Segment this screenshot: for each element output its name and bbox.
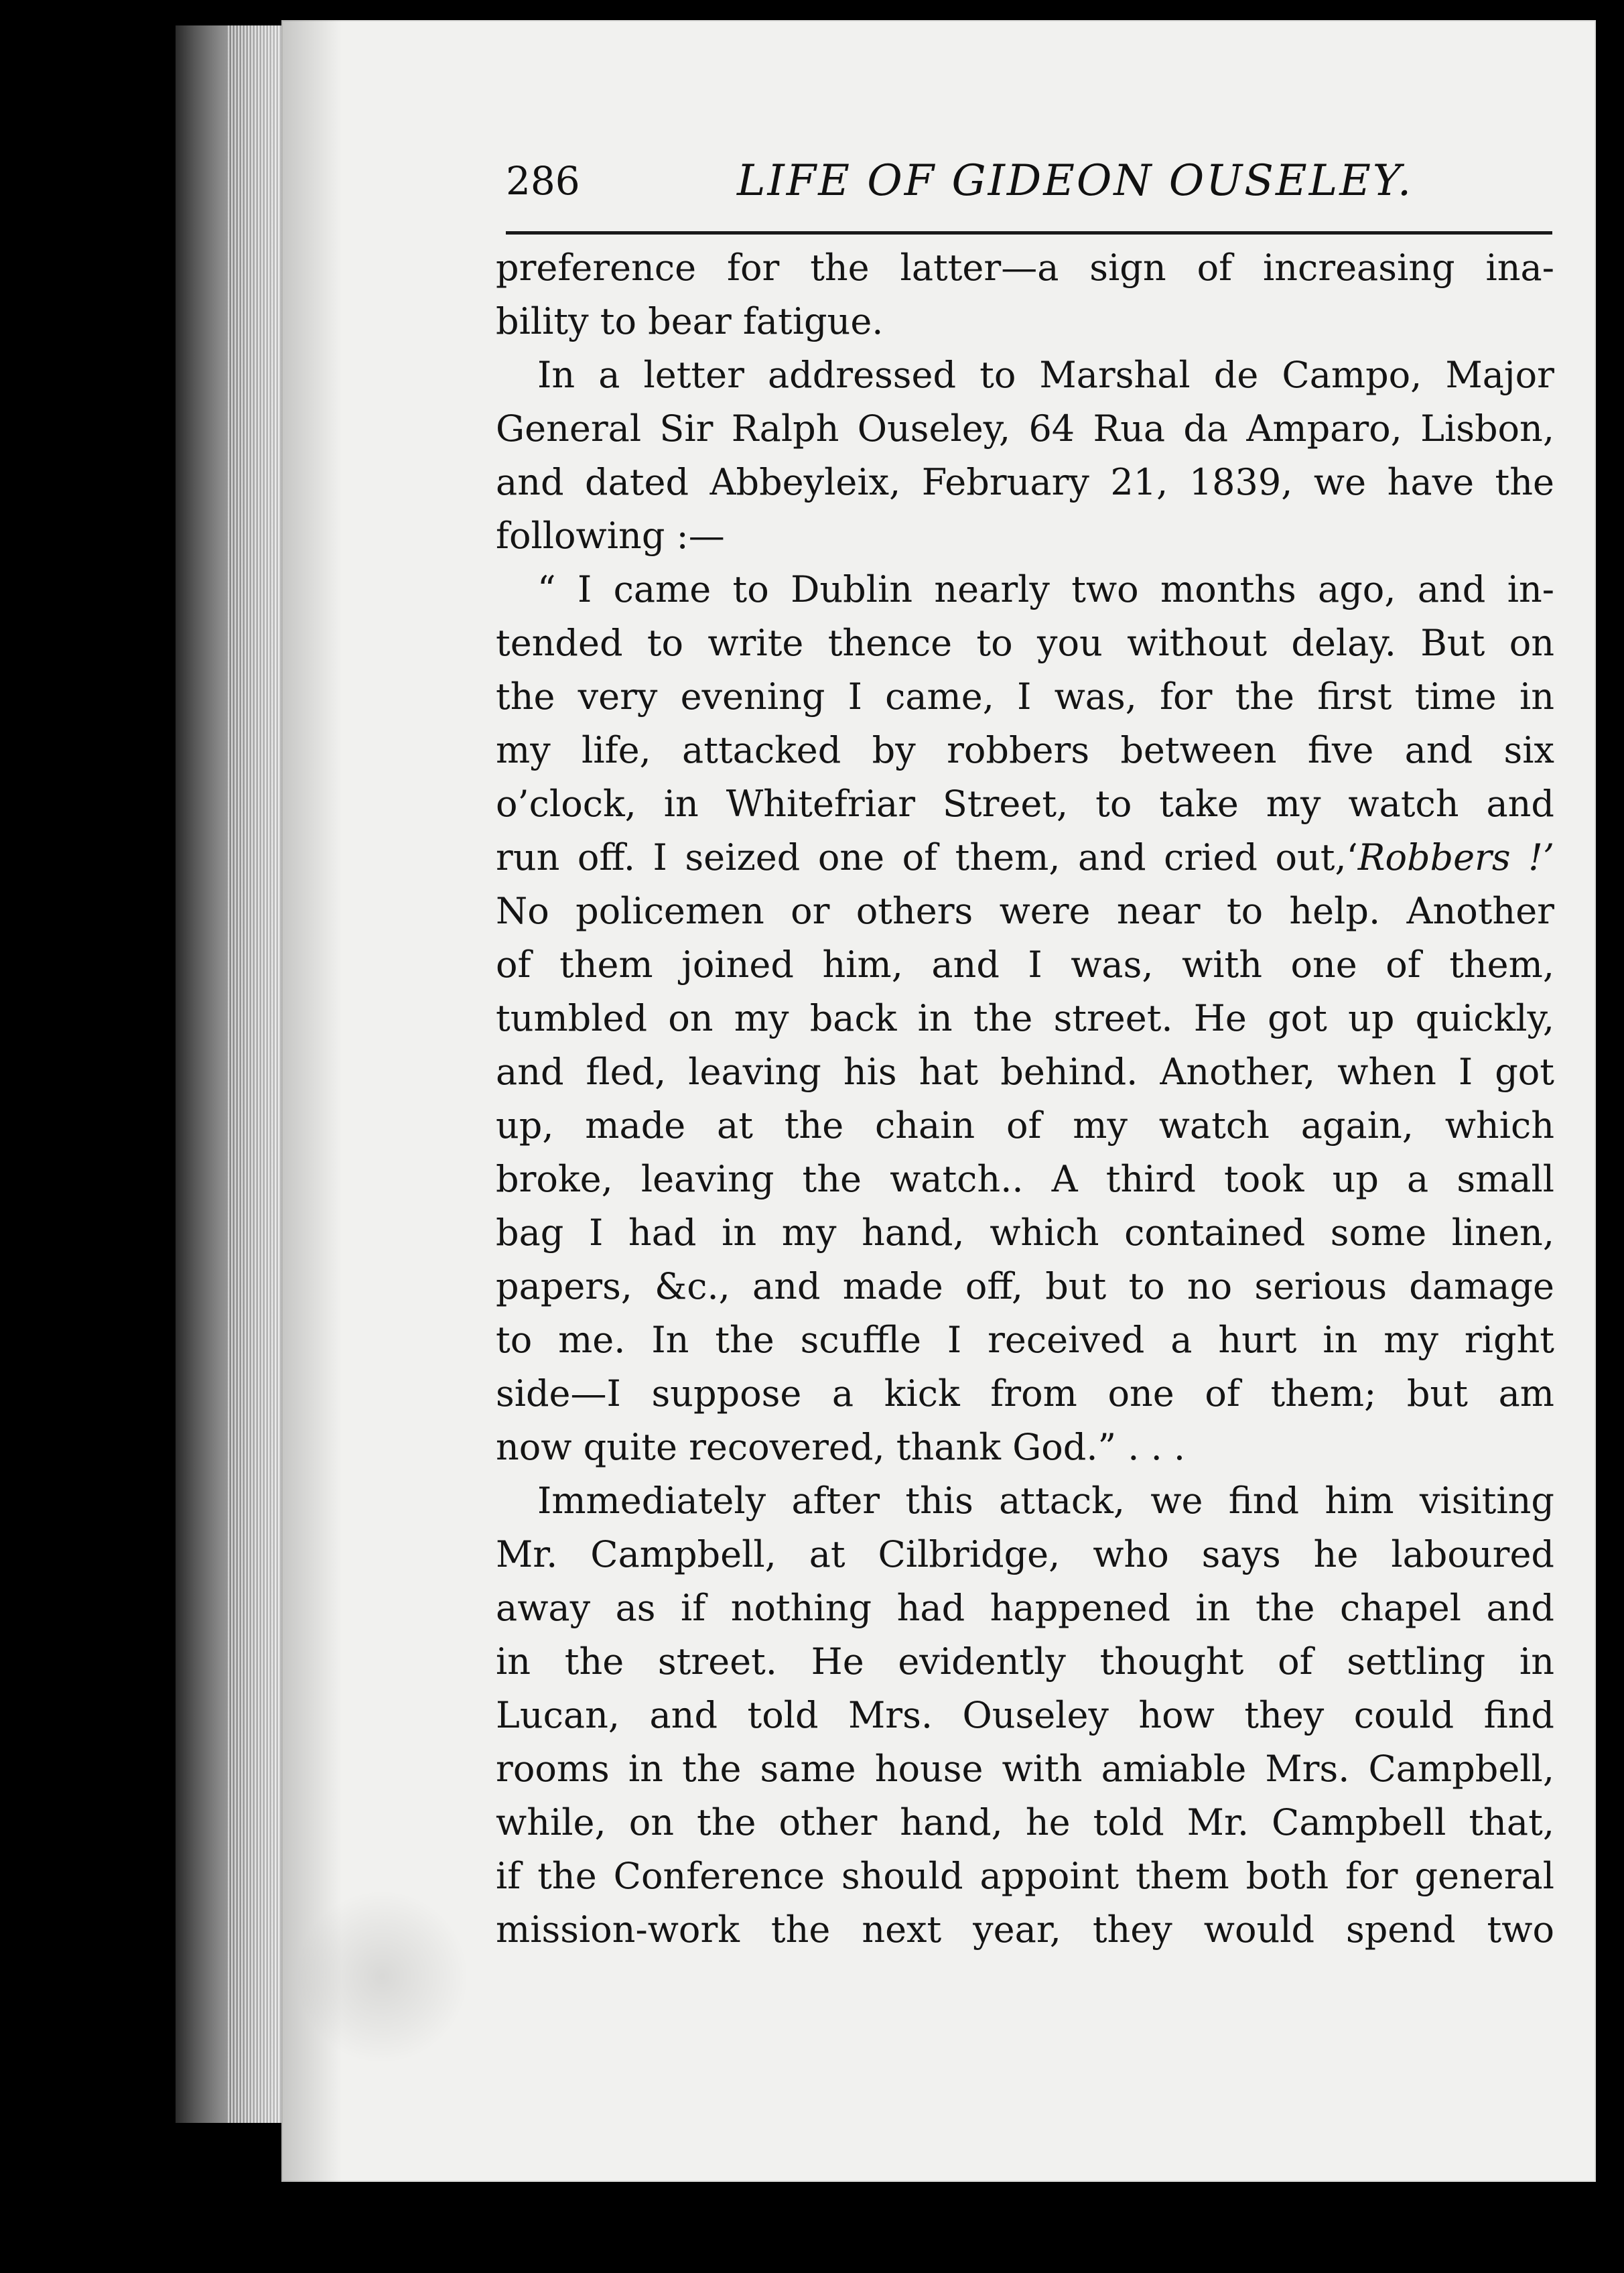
text-line: General Sir Ralph Ouseley, 64 Rua da Amparo, Lisbon, [496,407,1554,450]
page-smudge [295,1890,469,2064]
text-line: o’clock, in Whitefriar Street, to take my watch and [496,783,1554,825]
page-number: 286 [506,158,580,204]
text-line: bag I had in my hand, which contained some linen, [496,1212,1554,1254]
text-line: In a letter addressed to Marshal de Campo, Major [537,354,1554,396]
text-line: side—I suppose a kick from one of them; but am [496,1372,1554,1415]
text-line: papers, &c., and made off, but to no serious damage [496,1265,1554,1307]
text-line: mission-work the next year, they would spend two [496,1908,1554,1951]
text-fragment: run off. I seized one of them, and cried out,‘ [496,836,1358,879]
body-text [496,241,1554,1957]
text-line: and fled, leaving his hat behind. Another, when I got [496,1051,1554,1093]
text-line: tumbled on my back in the street. He got up quickly, [496,997,1554,1039]
text-line: in the street. He evidently thought of settling in [496,1640,1554,1683]
text-line: of them joined him, and I was, with one of them, [496,944,1554,986]
text-line: up, made at the chain of my watch again, which [496,1104,1554,1147]
text-line: following :— [496,515,725,557]
text-line: and dated Abbeyleix, February 21, 1839, we have the [496,461,1554,503]
running-title: LIFE OF GIDEON OUSELEY. [737,156,1414,206]
text-line: if the Conference should appoint them both for general [496,1855,1554,1897]
text-line: broke, leaving the watch.. A third took up a small [496,1158,1554,1200]
running-head [506,144,1551,218]
text-line: Lucan, and told Mrs. Ouseley how they could find [496,1694,1554,1736]
text-line: the very evening I came, I was, for the first time in [496,675,1554,718]
text-line: tended to write thence to you without delay. But on [496,622,1554,664]
text-line: preference for the latter—a sign of increasing ina- [496,247,1554,289]
text-line: to me. In the scuffle I received a hurt in my right [496,1319,1554,1361]
text-line: Immediately after this attack, we find him visiting [537,1480,1554,1522]
text-line: No policemen or others were near to help. Another [496,890,1554,932]
text-line: bility to bear fatigue. [496,300,884,342]
gutter-shadow [281,20,342,2182]
text-line: Mr. Campbell, at Cilbridge, who says he laboured [496,1533,1554,1575]
header-rule [506,231,1552,235]
text-line: rooms in the same house with amiable Mrs. Campbell, [496,1748,1554,1790]
text-line: away as if nothing had happened in the chapel and [496,1587,1554,1629]
text-line: now quite recovered, thank God.” . . . [496,1426,1186,1468]
italic-robbers: Robbers !’ [1357,836,1554,879]
text-line: my life, attacked by robbers between five and six [496,729,1554,771]
text-line: while, on the other hand, he told Mr. Campbell that, [496,1801,1554,1843]
text-line: “ I came to Dublin nearly two months ago, and in- [537,568,1554,610]
text-line-with-italic [496,831,1554,885]
